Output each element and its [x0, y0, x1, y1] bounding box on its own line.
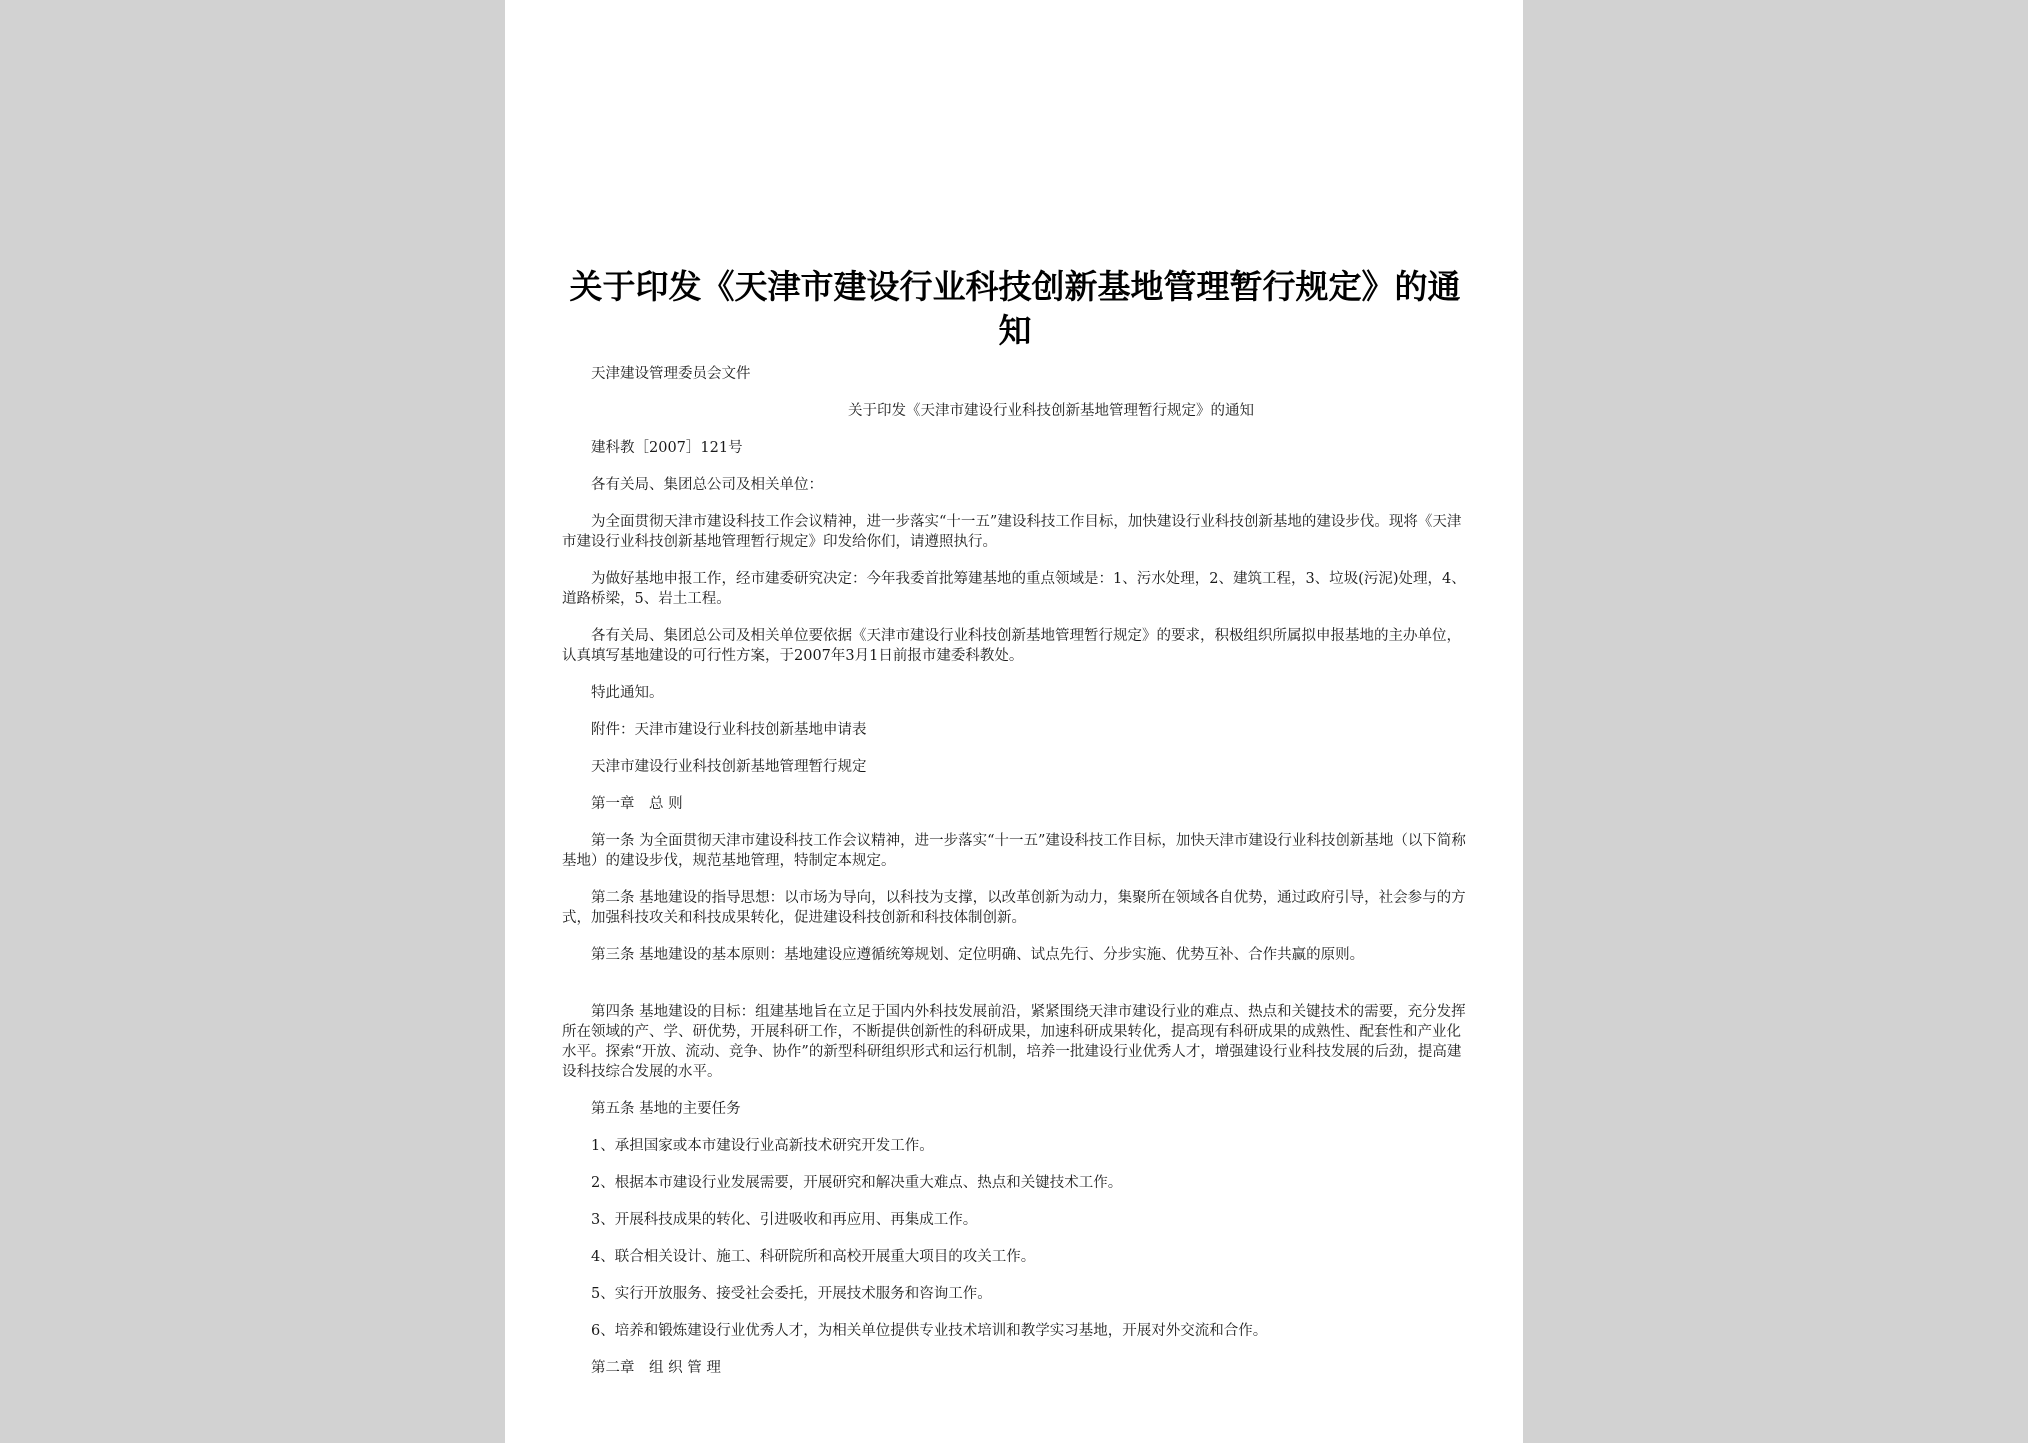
list-item: 4、联合相关设计、施工、科研院所和高校开展重大项目的攻关工作。: [591, 1249, 1036, 1265]
list-item: 5、实行开放服务、接受社会委托，开展技术服务和咨询工作。: [591, 1286, 992, 1302]
addressee-line: 各有关局、集团总公司及相关单位：: [591, 477, 823, 493]
list-item: 3、开展科技成果的转化、引进吸收和再应用、再集成工作。: [591, 1212, 978, 1228]
list-item: 2、根据本市建设行业发展需要，开展研究和解决重大难点、热点和关键技术工作。: [591, 1175, 1123, 1191]
article-heading: 第五条 基地的主要任务: [591, 1101, 741, 1117]
article-paragraph: 第二条 基地建设的指导思想：以市场为导向，以科技为支撑，以改革创新为动力，集聚所在领域各自优势，通过政府引导，社会参与的方式，加强科技攻关和科技成果转化，促进建设科技创新和科技体制创新。: [562, 890, 1466, 926]
list-item: 1、承担国家或本市建设行业高新技术研究开发工作。: [591, 1138, 934, 1154]
attachment-line: 附件：天津市建设行业科技创新基地申请表: [591, 722, 867, 738]
document-body: [562, 364, 1470, 1382]
issuer-line: 天津建设管理委员会文件: [591, 366, 751, 382]
closing-line: 特此通知。: [591, 685, 664, 701]
document-title: 关于印发《天津市建设行业科技创新基地管理暂行规定》的通知: [569, 267, 1461, 350]
subtitle-line: 关于印发《天津市建设行业科技创新基地管理暂行规定》的通知: [848, 403, 1254, 419]
regulation-title: 天津市建设行业科技创新基地管理暂行规定: [591, 759, 867, 775]
chapter-heading: 第一章 总 则: [591, 796, 683, 812]
paragraph: 为全面贯彻天津市建设科技工作会议精神，进一步落实“十一五”建设科技工作目标，加快建设行业科技创新基地的建设步伐。现将《天津市建设行业科技创新基地管理暂行规定》印发给你们，请遵照执行。: [562, 514, 1462, 550]
document-number: 建科教［2007］121号: [591, 440, 743, 456]
article-paragraph: 第一条 为全面贯彻天津市建设科技工作会议精神，进一步落实“十一五”建设科技工作目标，加快天津市建设行业科技创新基地（以下简称基地）的建设步伐，规范基地管理，特制定本规定。: [562, 833, 1466, 869]
paragraph: 为做好基地申报工作，经市建委研究决定：今年我委首批筹建基地的重点领域是：1、污水处理，2、建筑工程，3、垃圾(污泥)处理，4、道路桥梁，5、岩土工程。: [562, 571, 1466, 607]
chapter-heading: 第二章 组 织 管 理: [591, 1360, 721, 1376]
article-paragraph: 第四条 基地建设的目标：组建基地旨在立足于国内外科技发展前沿，紧紧围绕天津市建设行业的难点、热点和关键技术的需要，充分发挥所在领域的产、学、研优势，开展科研工作，不断提供创新性的科研成果，加速科研成果转化，提高现有科研成果的成熟性、配套性和产业化水平。探索“开放、流动、竞争、协作”的新型科研组织形式和运行机制，培养一批建设行业优秀人才，增强建设行业科技发展的后劲，提高建设科技综合发展的水平。: [562, 1004, 1466, 1080]
paragraph: 各有关局、集团总公司及相关单位要依据《天津市建设行业科技创新基地管理暂行规定》的要求，积极组织所属拟申报基地的主办单位，认真填写基地建设的可行性方案，于2007年3月1日前报市建委科教处。: [562, 628, 1461, 664]
document-page: [505, 0, 1523, 1443]
article-paragraph: 第三条 基地建设的基本原则：基地建设应遵循统筹规划、定位明确、试点先行、分步实施、优势互补、合作共赢的原则。: [591, 947, 1365, 963]
list-item: 6、培养和锻炼建设行业优秀人才，为相关单位提供专业技术培训和教学实习基地，开展对外交流和合作。: [591, 1323, 1268, 1339]
